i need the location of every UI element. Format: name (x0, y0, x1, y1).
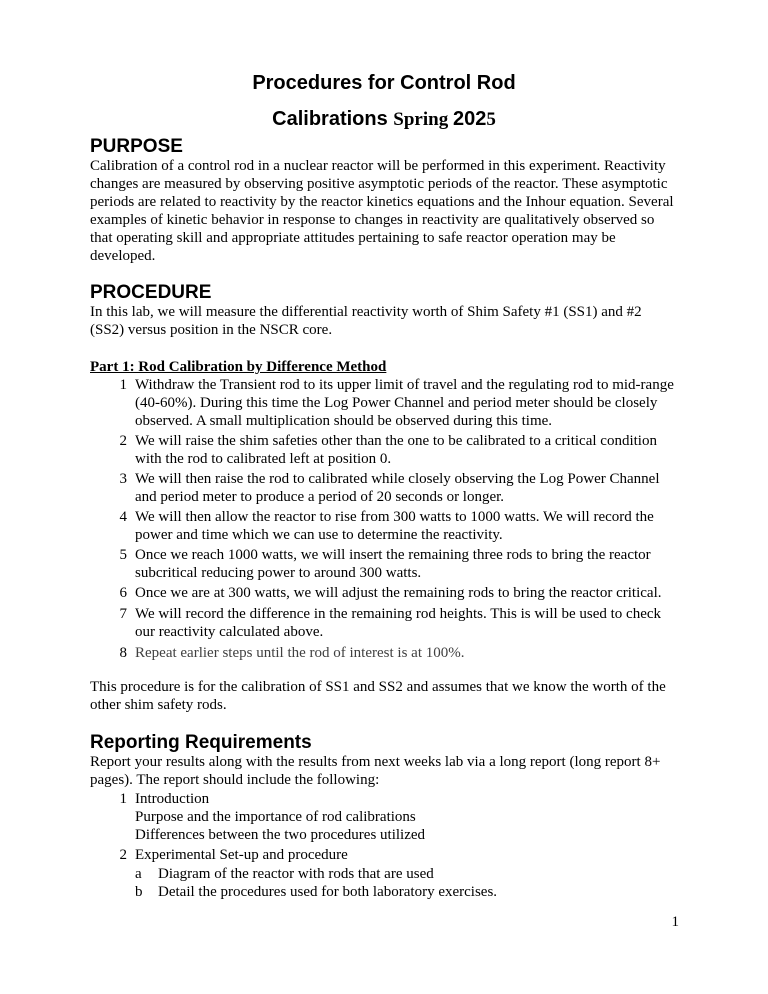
purpose-line: Calibration of a control rod in a nuclear reactor will be performed in this experiment. Reactivity (90, 158, 666, 174)
procedure-closing (90, 678, 680, 714)
procedure-steps-list: 1 Withdraw the Transient rod to its upper limit of travel and the regulating rod to mid-range (40-60%). During this time the Log Power Channel and period meter should be closely observed. A small multiplication should be observed during this time. 2 We will raise the shim safeties other than the one to be calibrated to a critical condition with the rod to calibrated left at position 0. 3 We will then raise the rod to calibrated while closely observing the Log Power Channel and period meter to produce a period of 20 seconds or longer. 4 We will then allow the reactor to rise from 300 watts to 1000 watts. We will record the power and time which we can use to determine the reactivity. 5 Once we reach 1000 watts, we will insert the remaining three rods to bring the reactor subcritical reducing power to around 300 watts. 6 Once we are at 300 watts, we will adjust the remaining rods to bring the reactor critical. 7 We will record the difference in the remaining rod heights. This is will be used to check our reactivity calculated above. 8 Repeat earlier steps until the rod of interest is at 100%. (119, 377, 674, 661)
title-year-b: 5 (486, 109, 496, 130)
purpose-line: examples of kinetic behavior in response to changes in reactivity are qualitatively observed so (90, 212, 655, 228)
procedure-closing-line: other shim safety rods. (90, 697, 227, 713)
reporting-heading: Reporting Requirements (90, 732, 312, 753)
reporting-sub-item: Differences between the two procedures utilized (135, 827, 426, 843)
title-season: Spring (393, 109, 453, 130)
page-title (0, 72, 768, 95)
purpose-paragraph (90, 157, 680, 265)
reporting-list: 1 Introduction Purpose and the importance of rod calibrations Differences between the two procedures utilized 2 Experimental Set-up and procedure a Diagram of the reactor with rods that are used b Detail the procedures used for both laboratory exercises. (0, 790, 768, 920)
procedure-closing-line: This procedure is for the calibration of SS1 and SS2 and assumes that we know the worth of the (90, 679, 666, 695)
reporting-sub-item: Diagram of the reactor with rods that are used (158, 866, 434, 882)
purpose-line: that operating skill and appropriate attitudes pertaining to safe reactor operation may be (90, 230, 616, 246)
reporting-sub-item: Detail the procedures used for both laboratory exercises. (158, 884, 498, 900)
reporting-intro (90, 753, 680, 789)
procedure-heading: PROCEDURE (90, 282, 212, 303)
procedure-intro (90, 303, 680, 339)
title-calibrations: Calibrations (272, 108, 394, 130)
procedure-intro-line: In this lab, we will measure the differential reactivity worth of Shim Safety #1 (SS1) and #2 (90, 304, 642, 320)
reporting-intro-line: Report your results along with the results from next weeks lab via a long report (long report 8+ (90, 754, 661, 770)
reporting-intro-line: pages). The report should include the following: (90, 772, 380, 788)
reporting-sub-item: Purpose and the importance of rod calibrations (135, 809, 416, 825)
title-year-a: 202 (452, 108, 487, 130)
purpose-line: changes are measured by observing positive asymptotic periods of the reactor. These asymptotic (90, 176, 668, 192)
title-line-1: Procedures for Control Rod (252, 72, 516, 94)
reporting-item-title: Introduction (135, 791, 210, 807)
reporting-sub-letter: a (135, 866, 142, 882)
page-number: 1 (671, 914, 679, 930)
purpose-line: periods are related to reactivity by the reactor kinetics equations and the Inhour equation. Several (90, 194, 674, 210)
page-title-line-2 (0, 108, 768, 131)
reporting-item-title: Experimental Set-up and procedure (135, 847, 348, 863)
part1-heading: Part 1: Rod Calibration by Difference Method (90, 359, 387, 375)
procedure-intro-line: (SS2) versus position in the NSCR core. (90, 322, 333, 338)
purpose-line: developed. (90, 248, 156, 264)
purpose-heading: PURPOSE (90, 136, 183, 157)
reporting-sub-letter: b (135, 884, 143, 900)
